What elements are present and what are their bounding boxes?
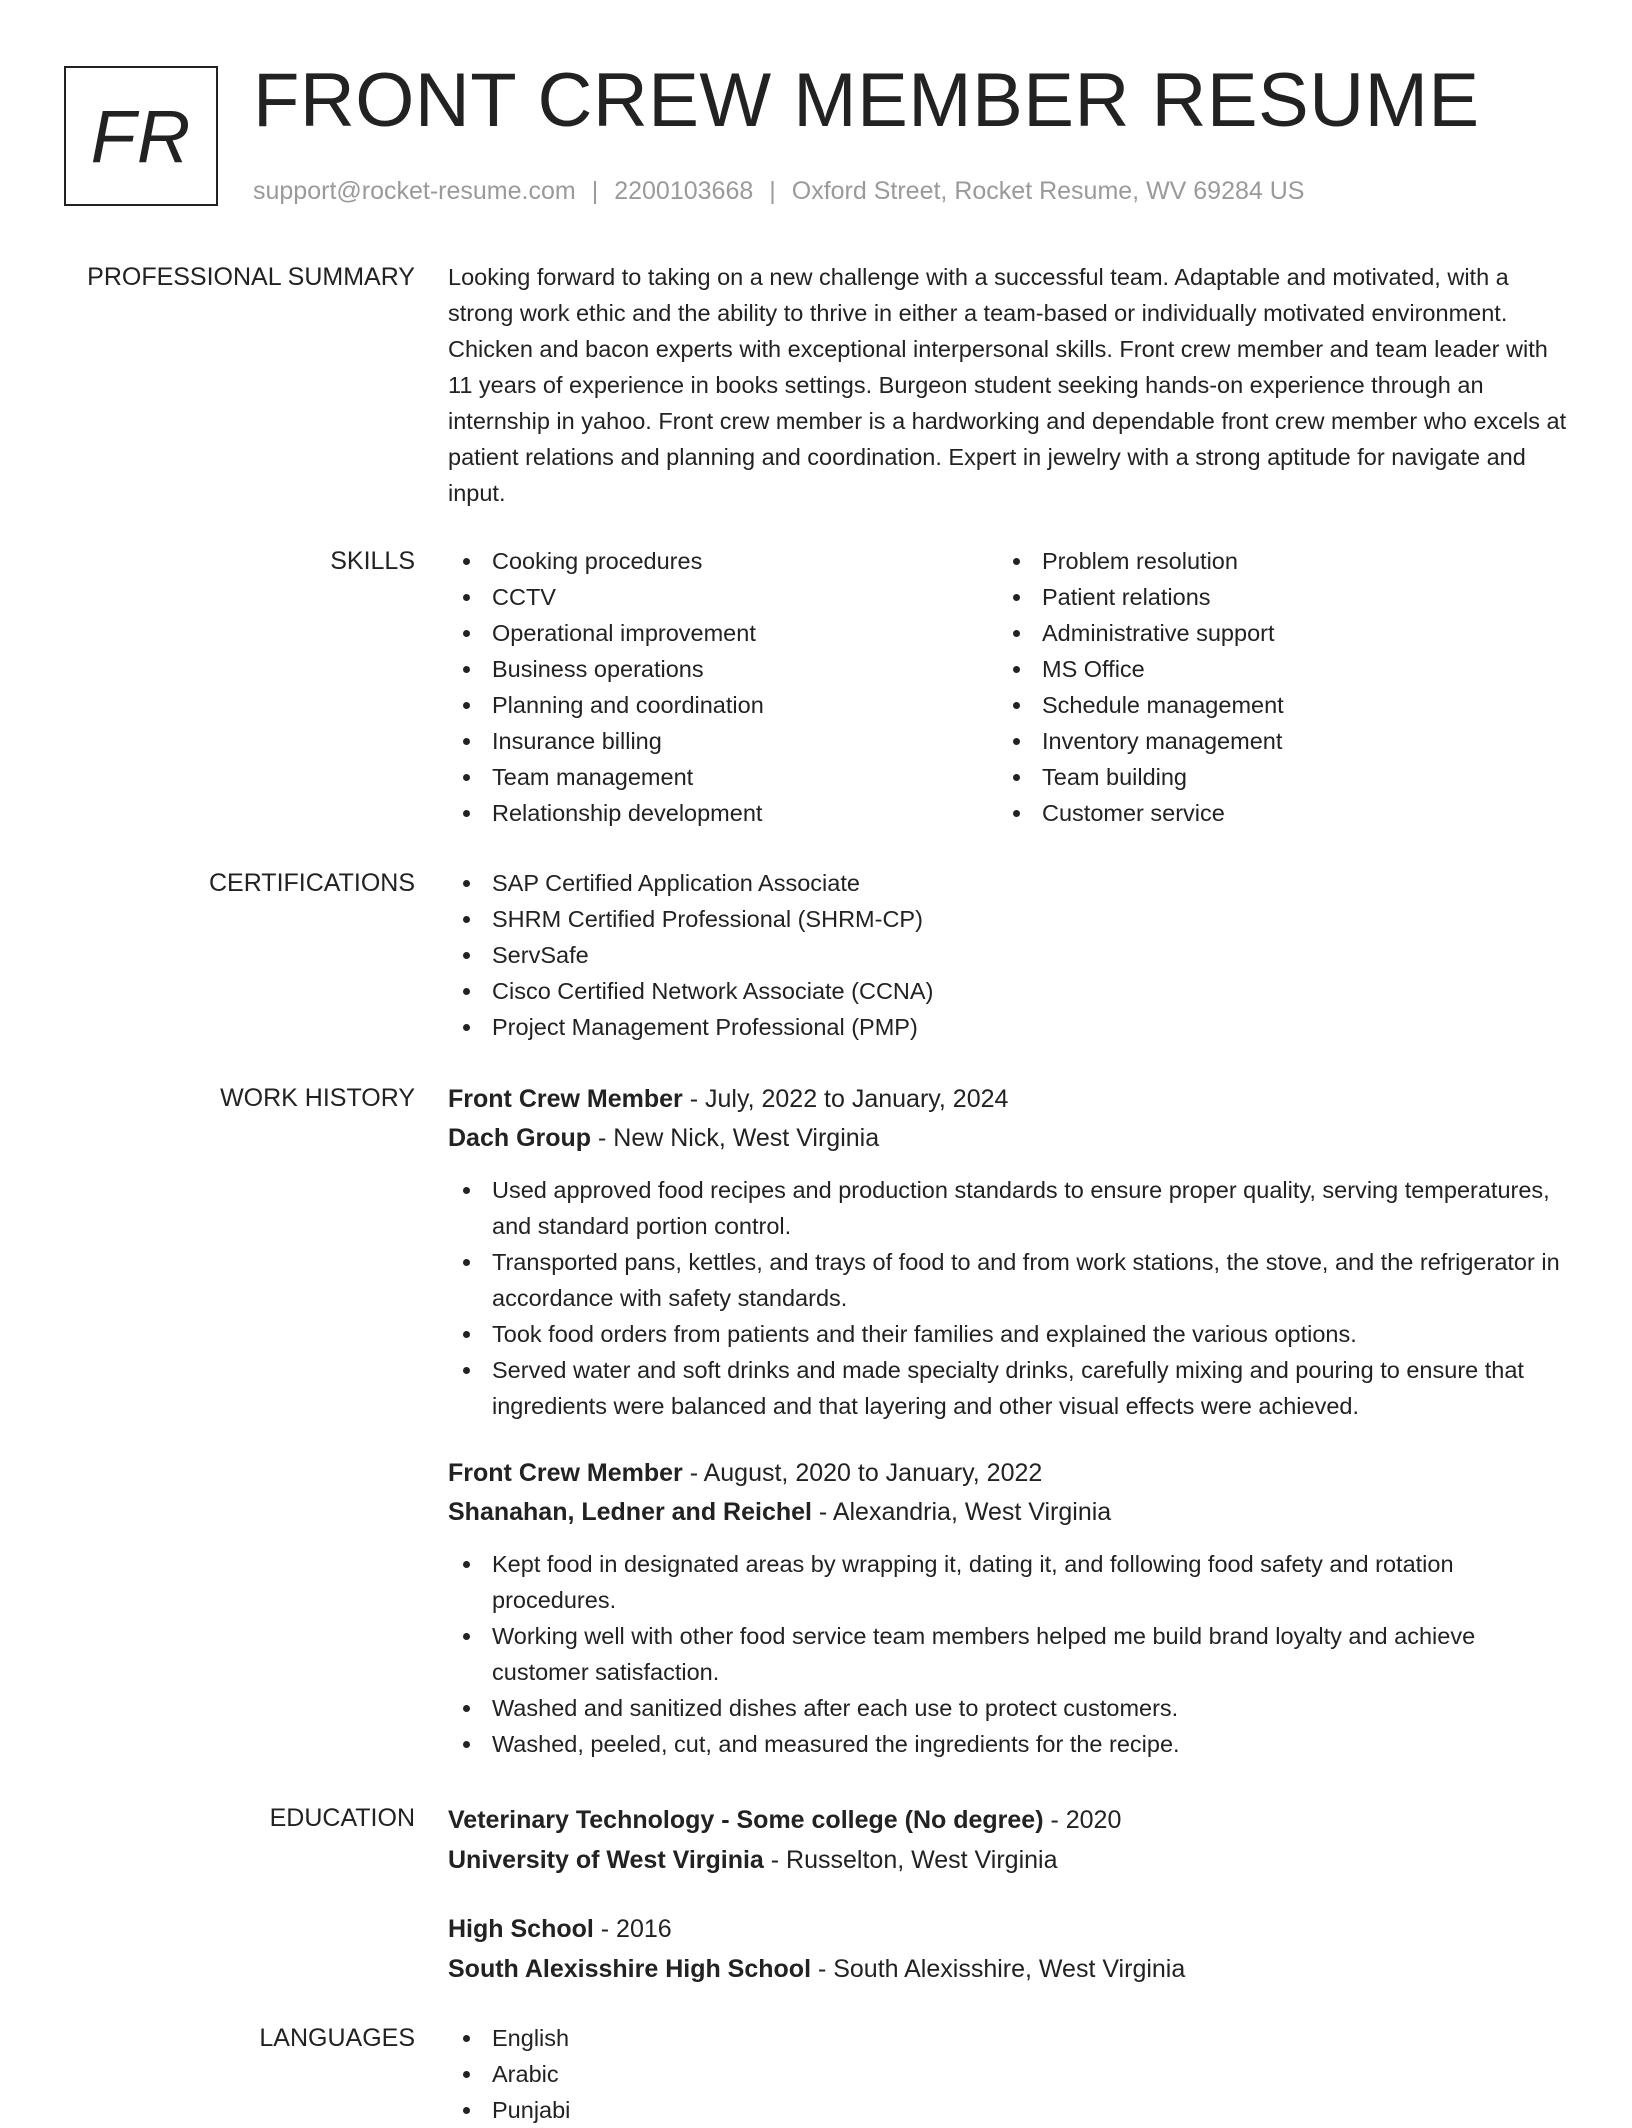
contact-address: Oxford Street, Rocket Resume, WV 69284 US [791,177,1305,205]
job-bullets [448,1172,1568,1424]
skill-item: Relationship development [448,795,998,831]
skill-item: Operational improvement [448,615,998,651]
job-title-line [448,1080,1568,1119]
skill-item: MS Office [998,651,1548,687]
contact-separator: | [769,177,776,205]
job-company: Dach Group [448,1124,592,1152]
skill-item: Inventory management [998,723,1548,759]
monogram-logo: FR [64,66,218,206]
job-location: - New Nick, West Virginia [591,1124,880,1152]
education-body [448,1800,1568,2018]
job-bullet: Served water and soft drinks and made specialty drinks, carefully mixing and pouring to ensure that ingredients were balanced and that layering and other visual effects were achieved. [448,1352,1568,1424]
certification-item: Cisco Certified Network Associate (CCNA) [448,973,1568,1009]
skills-body [448,543,1568,831]
skill-item: Schedule management [998,687,1548,723]
job-bullet: Washed and sanitized dishes after each use to protect customers. [448,1690,1568,1726]
language-item: Punjabi [448,2092,1568,2128]
certification-item: SHRM Certified Professional (SHRM-CP) [448,901,1568,937]
education-location: - South Alexisshire, West Virginia [811,1955,1186,1983]
skill-item: Patient relations [998,579,1548,615]
job-title: Front Crew Member [448,1459,683,1487]
skill-item: Business operations [448,651,998,687]
skill-item: Team management [448,759,998,795]
page-title: FRONT CREW MEMBER RESUME [253,58,1480,143]
contact-separator: | [591,177,599,205]
skill-item: Insurance billing [448,723,998,759]
skill-item: CCTV [448,579,998,615]
skill-item: Customer service [998,795,1548,831]
education-school-line [448,1949,1568,1989]
education-degree-line [448,1909,1568,1949]
education-entry [448,1909,1568,1989]
certification-item: SAP Certified Application Associate [448,865,1568,901]
language-item: English [448,2020,1568,2056]
languages-heading: LANGUAGES [259,2024,415,2052]
education-year: - 2016 [593,1915,672,1943]
education-degree: Veterinary Technology - Some college (No degree) [448,1806,1044,1834]
certifications-body [448,865,1568,1045]
job-bullet: Transported pans, kettles, and trays of food to and from work stations, the stove, and the refrigerator in accordance with safety standards. [448,1244,1568,1316]
job-dates: - August, 2020 to January, 2022 [682,1459,1043,1487]
job-entry [448,1454,1568,1762]
certifications-list [448,865,1568,1045]
job-company-line [448,1493,1568,1532]
job-bullet: Working well with other food service team members helped me build brand loyalty and achieve customer satisfaction. [448,1618,1568,1690]
education-degree-line [448,1800,1568,1840]
education-school: South Alexisshire High School [448,1955,812,1983]
skill-item: Administrative support [998,615,1548,651]
certifications-heading: CERTIFICATIONS [208,869,415,897]
contact-line [253,176,1304,206]
certification-item: Project Management Professional (PMP) [448,1009,1568,1045]
job-company: Shanahan, Ledner and Reichel [448,1498,812,1526]
job-bullet: Washed, peeled, cut, and measured the ingredients for the recipe. [448,1726,1568,1762]
skill-item: Team building [998,759,1548,795]
summary-text: Looking forward to taking on a new challenge with a successful team. Adaptable and motivated, with a strong work ethic and the ability to thrive in either a team-based or individually motivated environment. Chicken and bacon experts with exceptional interpersonal skills. Front crew member and team leader with 11 years of experience in books settings. Burgeon student seeking hands-on experience through an internship in yahoo. Front crew member is a hardworking and dependable front crew member who excels at patient relations and planning and coordination. Expert in jewelry with a strong aptitude for navigate and input. [448,264,1567,506]
skill-item: Problem resolution [998,543,1548,579]
job-company-line [448,1119,1568,1158]
education-school-line [448,1840,1568,1880]
skill-item: Planning and coordination [448,687,998,723]
job-bullet: Used approved food recipes and production standards to ensure proper quality, serving temperatures, and standard portion control. [448,1172,1568,1244]
education-entry [448,1800,1568,1880]
work-history-heading: WORK HISTORY [220,1084,415,1112]
education-degree: High School [448,1915,594,1943]
skill-item: Cooking procedures [448,543,998,579]
skills-list-left [448,543,998,831]
summary-heading: PROFESSIONAL SUMMARY [87,263,415,291]
job-entry [448,1080,1568,1424]
job-location: - Alexandria, West Virginia [811,1498,1112,1526]
education-location: - Russelton, West Virginia [763,1846,1058,1874]
skills-heading: SKILLS [330,547,415,575]
contact-email: support@rocket-resume.com [253,177,576,205]
skills-list-right [998,543,1548,831]
job-bullets [448,1546,1568,1762]
contact-phone: 2200103668 [614,177,754,205]
education-heading: EDUCATION [269,1804,415,1832]
work-history-body [448,1080,1568,1792]
job-bullet: Kept food in designated areas by wrapping it, dating it, and following food safety and rotation procedures. [448,1546,1568,1618]
language-item: Arabic [448,2056,1568,2092]
summary-body [448,259,1568,511]
job-title: Front Crew Member [448,1085,683,1113]
job-dates: - July, 2022 to January, 2024 [682,1085,1009,1113]
job-bullet: Took food orders from patients and their families and explained the various options. [448,1316,1568,1352]
job-title-line [448,1454,1568,1493]
certification-item: ServSafe [448,937,1568,973]
education-school: University of West Virginia [448,1846,764,1874]
education-year: - 2020 [1043,1806,1122,1834]
